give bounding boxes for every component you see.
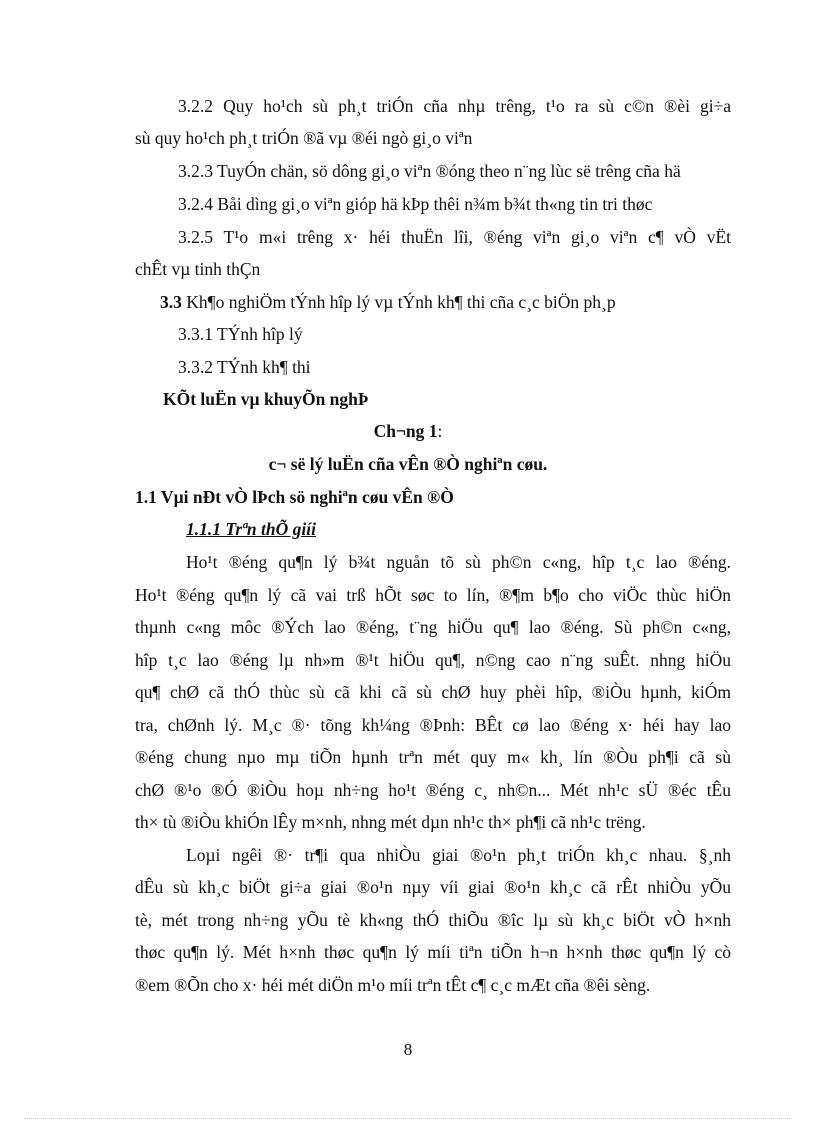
toc-section-3-3 xyxy=(160,291,616,313)
paragraph2-line: ®em ®Õn cho x· héi mét diÖn m¹o míi trªn tÊt c¶ c¸c mÆt cña ®êi sèng. xyxy=(135,975,651,995)
paragraph1-line: tra, chØnh lý. M¸c ®· tõng kh¼ng ®Þnh: BÊt cø lao ®éng x· héi hay lao xyxy=(135,715,731,735)
paragraph1-line: Ho¹t ®éng qu¶n lý cã vai trß hÕt søc to lín, ®¶m b¶o cho viÖc thùc hiÖn xyxy=(135,585,731,605)
toc-item-3-2-5-line2: chÊt vµ tinh thÇn xyxy=(135,259,261,279)
paragraph1-line: th× tù ®iÒu khiÓn lÊy m×nh, nhng mét dµn nh¹c th× ph¶i cã nh¹c trëng. xyxy=(135,812,646,832)
toc-item-3-3-1: 3.3.1 TÝnh hîp lý xyxy=(178,324,303,344)
paragraph2-line: tè, mét trong nh÷ng yÕu tè kh«ng thÓ thiÕu ®îc lµ sù kh¸c biÖt vÒ h×nh xyxy=(135,910,731,930)
toc-section-3-3-text: Kh¶o nghiÖm tÝnh hîp lý vµ tÝnh kh¶ thi cña c¸c biÖn ph¸p xyxy=(181,292,616,312)
paragraph2-line: thøc qu¶n lý. Mét h×nh thøc qu¶n lý míi tiªn tiÕn h¬n h×nh thøc qu¶n lý cò xyxy=(135,942,731,962)
paragraph1-line: ®éng chung nµo mµ tiÕn hµnh trªn mét quy m« kh¸ lín ®Òu ph¶i cã sù xyxy=(135,747,731,767)
chapter-title: c¬ së lý luËn cña vÊn ®Ò nghiªn cøu. xyxy=(268,454,548,474)
section-1-1-heading: 1.1 Vµi nÐt vÒ lÞch sö nghiªn cøu vÊn ®Ò xyxy=(135,487,454,507)
paragraph1-line: thµnh c«ng môc ®Ých lao ®éng, t¨ng hiÖu qu¶ lao ®éng. Sù ph©n c«ng, xyxy=(135,617,731,637)
paragraph1-line: hîp t¸c lao ®éng lµ nh»m ®¹t hiÖu qu¶, n©ng cao n¨ng suÊt. nhng hiÖu xyxy=(135,650,731,670)
chapter-label xyxy=(0,420,816,442)
toc-item-3-2-2-line1: 3.2.2 Quy ho¹ch sù ph¸t triÓn cña nhµ trêng, t¹o ra sù c©n ®èi gi÷a xyxy=(178,96,731,116)
toc-item-3-2-4: 3.2.4 Båi dìng gi¸o viªn gióp hä kÞp thêi n¾m b¾t th«ng tin tri thøc xyxy=(178,194,653,214)
paragraph1-line: chØ ®¹o ®Ó ®iÒu hoµ nh÷ng ho¹t ®éng c¸ nh©n... Mét nh¹c sÜ ®éc tÊu xyxy=(135,780,731,800)
subsection-1-1-1-heading: 1.1.1 Trªn thÕ giíi xyxy=(186,519,316,539)
toc-conclusion: KÕt luËn vµ khuyÕn nghÞ xyxy=(163,389,369,409)
paragraph1-line: Ho¹t ®éng qu¶n lý b¾t nguån tõ sù ph©n c«ng, hîp t¸c lao ®éng. xyxy=(186,552,731,572)
page-number: 8 xyxy=(403,1040,413,1059)
footer-divider xyxy=(24,1118,792,1119)
toc-item-3-3-2: 3.3.2 TÝnh kh¶ thi xyxy=(178,357,311,377)
toc-item-3-2-5-line1: 3.2.5 T¹o m«i trêng x· héi thuËn lîi, ®éng viªn gi¸o viªn c¶ vÒ vËt xyxy=(178,227,731,247)
toc-item-3-2-2-line2: sù quy ho¹ch ph¸t triÓn ®ã vµ ®éi ngò gi¸o viªn xyxy=(135,128,473,148)
paragraph2-line: dÊu sù kh¸c biÖt gi÷a giai ®o¹n nµy víi giai ®o¹n kh¸c cã rÊt nhiÒu yÕu xyxy=(135,877,731,897)
chapter-label-colon: : xyxy=(437,421,443,441)
toc-item-3-2-3: 3.2.3 TuyÓn chän, sö dông gi¸o viªn ®óng theo n¨ng lùc së trêng cña hä xyxy=(178,161,681,181)
toc-section-3-3-number: 3.3 xyxy=(160,292,182,312)
chapter-label-text: Ch¬ng 1 xyxy=(373,421,438,441)
paragraph2-line: Loµi ngêi ®· tr¶i qua nhiÒu giai ®o¹n ph¸t triÓn kh¸c nhau. §¸nh xyxy=(186,845,731,865)
paragraph1-line: qu¶ chØ cã thÓ thùc sù cã khi cã sù chØ huy phèi hîp, ®iÒu hµnh, kiÓm xyxy=(135,682,731,702)
